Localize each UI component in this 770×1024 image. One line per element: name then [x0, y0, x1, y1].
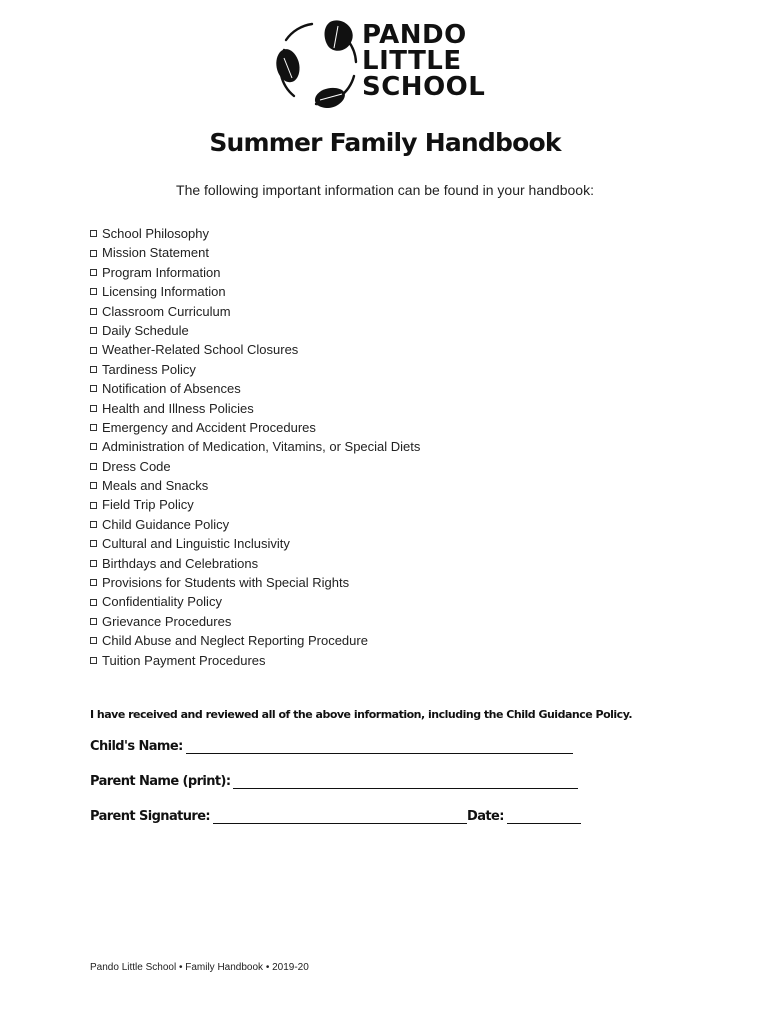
list-item — [90, 399, 420, 418]
list-item — [90, 321, 420, 340]
checkbox-icon — [90, 579, 97, 586]
checkbox-icon — [90, 599, 97, 606]
list-item — [90, 340, 420, 359]
checkbox-icon — [90, 250, 97, 257]
list-item — [90, 418, 420, 437]
list-item — [90, 495, 420, 514]
child-name-row — [90, 739, 573, 754]
list-item-label: Notification of Absences — [102, 381, 241, 397]
logo-line-2: LITTLE — [362, 46, 462, 76]
checkbox-icon — [90, 540, 97, 547]
checkbox-icon — [90, 405, 97, 412]
checkbox-icon — [90, 327, 97, 334]
list-item — [90, 476, 420, 495]
parent-name-label: Parent Name (print): — [90, 774, 231, 789]
list-item — [90, 592, 420, 611]
checkbox-icon — [90, 347, 97, 354]
checkbox-icon — [90, 230, 97, 237]
list-item-label: Confidentiality Policy — [102, 594, 222, 610]
checkbox-icon — [90, 482, 97, 489]
checkbox-icon — [90, 385, 97, 392]
page-title: Summer Family Handbook — [209, 128, 561, 157]
checkbox-icon — [90, 366, 97, 373]
parent-signature-label: Parent Signature: — [90, 809, 211, 824]
handbook-topics-list — [90, 224, 420, 670]
checkbox-icon — [90, 308, 97, 315]
list-item-label: Field Trip Policy — [102, 497, 194, 513]
list-item — [90, 243, 420, 262]
list-item-label: Emergency and Accident Procedures — [102, 419, 316, 435]
list-item — [90, 515, 420, 534]
list-item-label: Program Information — [102, 264, 221, 280]
list-item — [90, 379, 420, 398]
list-item — [90, 457, 420, 476]
list-item — [90, 554, 420, 573]
logo-line-3: SCHOOL — [362, 72, 486, 102]
list-item — [90, 631, 420, 650]
list-item-label: Health and Illness Policies — [102, 400, 254, 416]
child-name-label: Child's Name: — [90, 739, 183, 754]
list-item-label: Mission Statement — [102, 245, 209, 261]
list-item-label: Administration of Medication, Vitamins, or Special Diets — [102, 439, 421, 455]
list-item — [90, 534, 420, 553]
checkbox-icon — [90, 463, 97, 470]
list-item — [90, 360, 420, 379]
checkbox-icon — [90, 560, 97, 567]
list-item — [90, 651, 420, 670]
list-item-label: Grievance Procedures — [102, 613, 232, 629]
list-item-label: Dress Code — [102, 458, 171, 474]
acknowledgement-text: I have received and reviewed all of the above information, including the Child Guidance Policy. — [90, 708, 633, 721]
checkbox-icon — [90, 637, 97, 644]
checkbox-icon — [90, 269, 97, 276]
list-item — [90, 224, 420, 243]
list-item-label: Classroom Curriculum — [102, 303, 231, 319]
checkbox-icon — [90, 424, 97, 431]
child-name-field[interactable] — [186, 739, 573, 754]
list-item — [90, 437, 420, 456]
list-item-label: Provisions for Students with Special Rights — [102, 575, 350, 591]
list-item — [90, 302, 420, 321]
list-item-label: Licensing Information — [102, 284, 226, 300]
checkbox-icon — [90, 521, 97, 528]
logo-line-1: PANDO — [362, 20, 467, 50]
checkbox-icon — [90, 443, 97, 450]
checkbox-icon — [90, 618, 97, 625]
list-item-label: School Philosophy — [102, 226, 209, 241]
checkbox-icon — [90, 502, 97, 509]
list-item-label: Birthdays and Celebrations — [102, 555, 259, 571]
date-field[interactable] — [507, 809, 581, 824]
list-item-label: Cultural and Linguistic Inclusivity — [102, 536, 290, 552]
list-item-label: Daily Schedule — [102, 322, 189, 338]
signature-row — [90, 809, 581, 824]
checkbox-icon — [90, 288, 97, 295]
school-logo — [272, 18, 502, 110]
parent-name-row — [90, 774, 578, 789]
checkbox-icon — [90, 657, 97, 664]
list-item — [90, 263, 420, 282]
date-label: Date: — [467, 809, 504, 824]
list-item — [90, 282, 420, 301]
parent-signature-field[interactable] — [213, 809, 467, 824]
logo-wordmark — [362, 22, 485, 100]
list-item-label: Tuition Payment Procedures — [102, 652, 266, 668]
list-item-label: Tardiness Policy — [102, 361, 196, 377]
list-item-label: Child Guidance Policy — [102, 516, 230, 532]
list-item-label: Meals and Snacks — [102, 478, 209, 494]
parent-name-field[interactable] — [233, 774, 578, 789]
leaf-circle-icon — [272, 18, 364, 110]
list-item — [90, 612, 420, 631]
intro-text: The following important information can be found in your handbook: — [176, 182, 594, 198]
list-item — [90, 573, 420, 592]
footer-text: Pando Little School • Family Handbook • 2019-20 — [90, 962, 309, 973]
list-item-label: Child Abuse and Neglect Reporting Procedure — [102, 633, 368, 649]
list-item-label: Weather-Related School Closures — [102, 342, 299, 358]
